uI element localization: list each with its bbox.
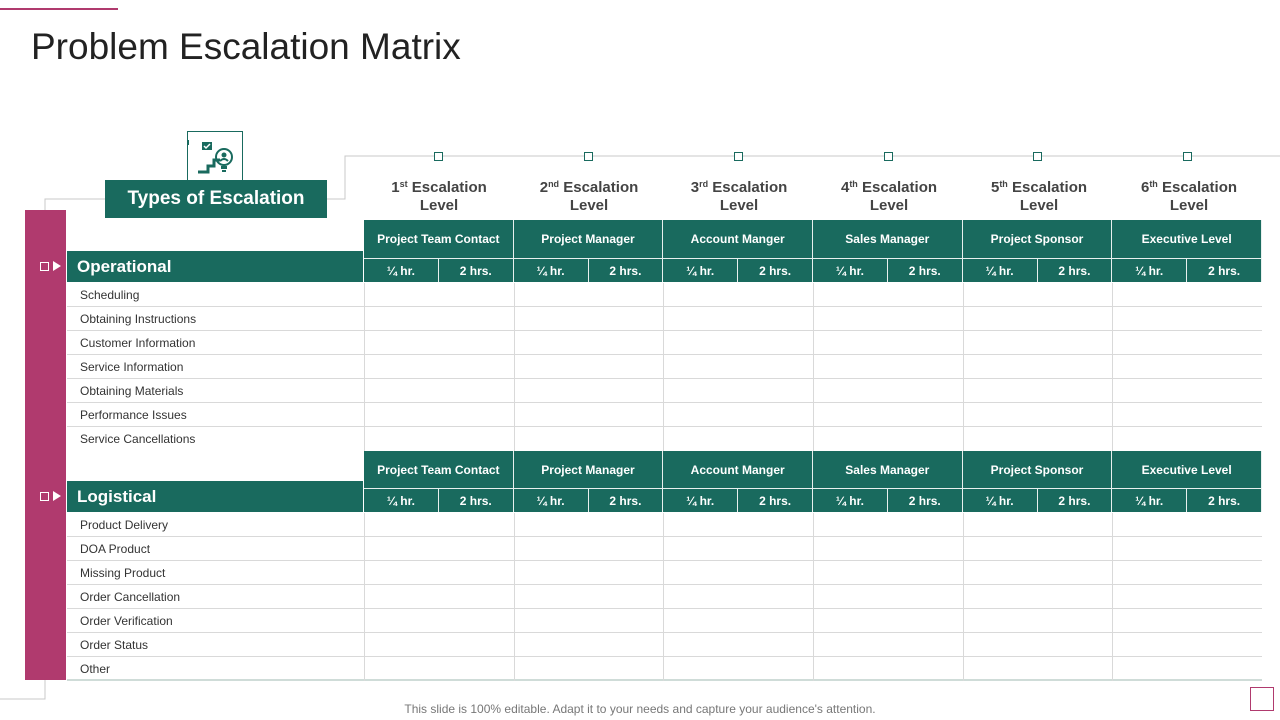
types-of-escalation-label: Types of Escalation [105,180,327,218]
level-marker [1183,152,1192,161]
role-cell: Executive Level [1112,220,1262,258]
time-cell: ¼ hr. [364,488,439,512]
table-row [67,355,1262,379]
row-label: Missing Product [80,565,166,580]
time-cell: 2 hrs. [439,488,514,512]
time-cell: 2 hrs. [738,488,813,512]
row-label: Obtaining Materials [80,383,184,398]
category-marker [40,492,49,501]
level-header-5: 5th Escalation Level [990,179,1088,214]
category-logistical: Logistical [67,481,363,512]
role-cell: Sales Manager [813,451,963,489]
row-label: Scheduling [80,287,140,302]
row-label: Order Verification [80,613,173,628]
table-row [67,283,1262,307]
time-cell: ¼ hr. [1112,258,1187,282]
row-label: Customer Information [80,335,196,350]
category-marker [40,262,49,271]
table-row [67,513,1262,537]
time-cell: 2 hrs. [1187,258,1262,282]
role-header-row [364,220,1262,258]
row-label: Service Cancellations [80,432,196,446]
role-cell: Account Manger [663,220,813,258]
side-accent-bar [25,210,66,680]
time-cell: ¼ hr. [813,258,888,282]
time-cell: ¼ hr. [963,488,1038,512]
time-cell: 2 hrs. [1038,258,1113,282]
role-cell: Executive Level [1112,451,1262,489]
table-row [67,609,1262,633]
row-label: Service Information [80,359,184,374]
row-label: Obtaining Instructions [80,311,197,326]
escalation-icon [187,131,243,187]
time-cell: ¼ hr. [813,488,888,512]
time-cell: ¼ hr. [663,258,738,282]
time-cell: 2 hrs. [888,258,963,282]
table-row [67,331,1262,355]
arrow-right-icon [53,261,61,271]
time-cell: 2 hrs. [439,258,514,282]
row-label: Order Status [80,637,149,652]
arrow-right-icon [53,491,61,501]
table-row [67,427,1262,451]
level-header-2: 2nd Escalation Level [539,179,639,214]
level-marker [584,152,593,161]
time-cell: ¼ hr. [364,258,439,282]
time-cell: 2 hrs. [1187,488,1262,512]
table-row [67,379,1262,403]
time-cell: ¼ hr. [663,488,738,512]
time-cell: 2 hrs. [738,258,813,282]
time-cell: 2 hrs. [589,488,664,512]
table-row [67,657,1262,681]
role-cell: Project Manager [514,451,664,489]
time-header-row [364,488,1262,512]
table-row [67,537,1262,561]
corner-decoration [1250,687,1274,711]
time-cell: ¼ hr. [514,488,589,512]
time-cell: ¼ hr. [1112,488,1187,512]
time-header-row [364,258,1262,282]
category-operational: Operational [67,251,363,282]
level-header-6: 6th Escalation Level [1140,179,1238,214]
level-header-3: 3rd Escalation Level [690,179,788,214]
level-header-4: 4th Escalation Level [840,179,938,214]
row-label: Product Delivery [80,517,169,532]
role-cell: Project Sponsor [963,220,1113,258]
level-marker [1033,152,1042,161]
role-header-row [364,451,1262,489]
table-row [67,585,1262,609]
role-cell: Project Team Contact [364,220,514,258]
row-label: Order Cancellation [80,589,181,604]
time-cell: ¼ hr. [514,258,589,282]
row-label: DOA Product [80,541,151,556]
level-header-1: 1st Escalation Level [391,179,487,214]
level-marker [434,152,443,161]
level-marker [884,152,893,161]
role-cell: Account Manger [663,451,813,489]
table-row [67,307,1262,331]
time-cell: 2 hrs. [1038,488,1113,512]
time-cell: ¼ hr. [963,258,1038,282]
role-cell: Sales Manager [813,220,963,258]
role-cell: Project Sponsor [963,451,1113,489]
footer-note: This slide is 100% editable. Adapt it to your needs and capture your audience's attention. [404,702,876,716]
time-cell: 2 hrs. [888,488,963,512]
table-row [67,403,1262,427]
table-row [67,633,1262,657]
row-label: Other [80,662,111,676]
level-marker [734,152,743,161]
row-label: Performance Issues [80,407,187,422]
role-cell: Project Team Contact [364,451,514,489]
role-cell: Project Manager [514,220,664,258]
page-title: Problem Escalation Matrix [31,26,461,67]
time-cell: 2 hrs. [589,258,664,282]
table-row [67,561,1262,585]
